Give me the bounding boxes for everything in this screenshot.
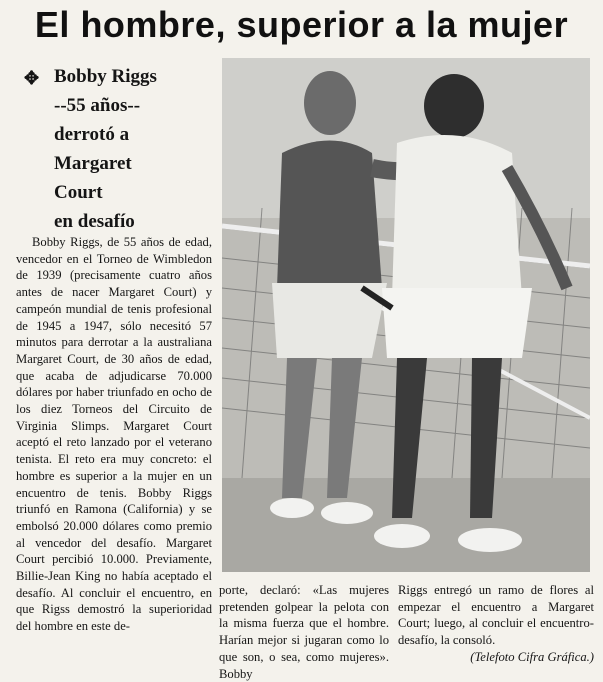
subhead-line: Court: [54, 182, 103, 203]
subhead-line: Margaret: [54, 153, 132, 174]
tennis-players-photo-icon: [222, 58, 590, 572]
star-bullet-icon: ✥: [24, 68, 40, 88]
subhead-line: derrotó a: [54, 124, 130, 145]
subhead: [22, 62, 222, 236]
article-column-3: [398, 582, 594, 666]
article-column-2: porte, declaró: «Las mujeres pretenden golpear la pelota con la misma fuerza que el hombre. Harían mejor si jugaran como lo que son, o sea, como mujeres». Bobby: [219, 583, 389, 681]
photo-credit: (Telefoto Cifra Gráfica.): [470, 649, 594, 664]
article-column-1: Bobby Riggs, de 55 años de edad, vencedor en el Torneo de Wimbledon de 1939 (precisamente cuatro años antes de nacer Margaret Court) y campeón mundial de tenis profesional de 1945 a 1947, sólo necesitó 57 minutos para derrotar a la australiana Margaret Court, de 30 años de edad, que acaba de adjudicarse 70.000 dólares por haber triunfado en ocho de los diez Torneos del Circuito de Virginia Slimps. Margaret Court aceptó el reto lanzado por el veterano tenista. El reto era muy concreto: el hombre es superior a la mujer en un encuentro de tenis. Bobby Riggs triunfó en Ramona (California) y se embolsó 20.000 dólares como premio al vencedor del desafío. Margaret Court percibió 10.000. Previamente, Billie-Jean King no había aceptado el desafío. Al concluir el encuentro, en que Rigss demostró la superioridad del hombre en este de-: [16, 235, 212, 634]
subhead-line: --55 años--: [54, 95, 141, 116]
headline: El hombre, superior a la mujer: [34, 4, 569, 45]
subhead-line: Bobby Riggs: [54, 66, 157, 87]
news-photo: [222, 58, 590, 572]
column-3-text: Riggs entregó un ramo de flores al empezar el encuentro a Margaret Court; luego, al concluir el encuentro-desafío, la consoló.: [398, 583, 594, 648]
subhead-line: en desafío: [54, 211, 135, 232]
